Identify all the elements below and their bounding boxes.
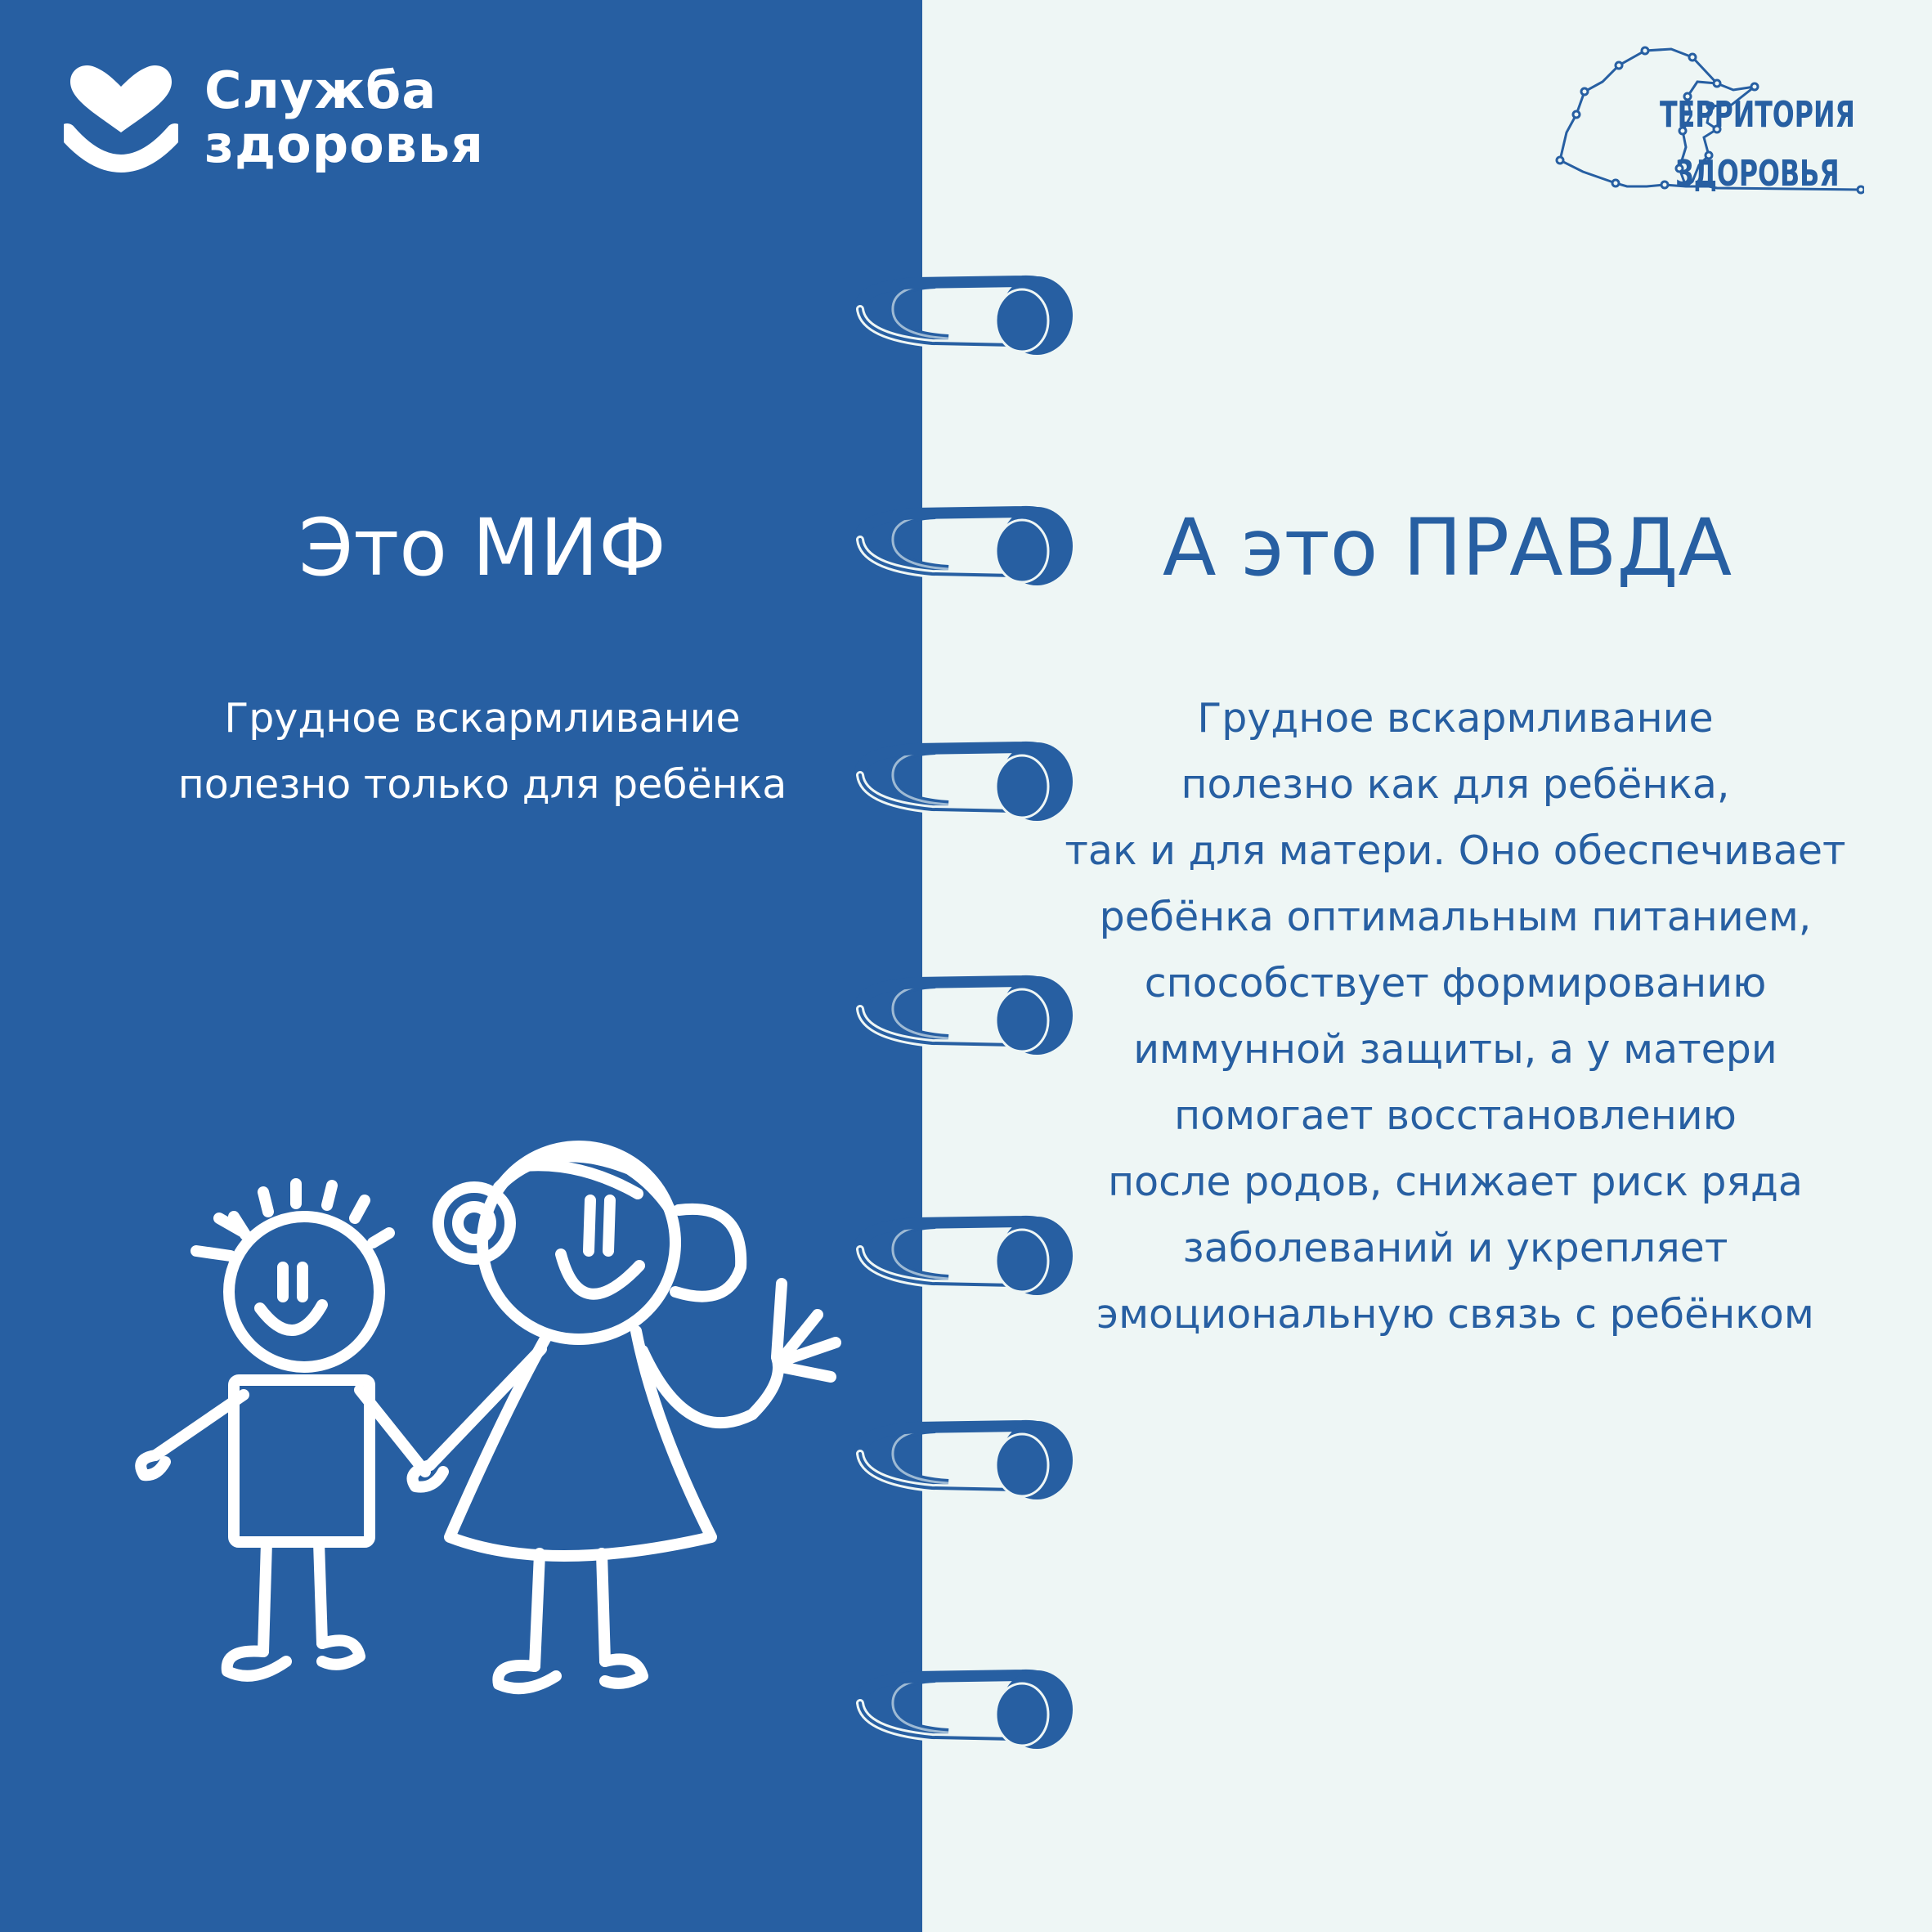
brand-right-line1: ТЕРРИТОРИЯ: [1660, 94, 1855, 136]
myth-statement: [49, 685, 916, 818]
brand-left-line2: здоровья: [204, 114, 484, 174]
territoriya-zdorovya-logo: [1472, 41, 1864, 204]
myth-heading: Это МИФ: [298, 502, 666, 594]
brand-left-line1: Служба: [204, 61, 437, 120]
truth-line: ребёнка оптимальным питанием,: [1099, 894, 1812, 940]
brand-right-line2: ЗДОРОВЬЯ: [1675, 153, 1840, 195]
myth-line: полезно только для ребёнка: [177, 761, 787, 808]
myth-line: Грудное вскармливание: [224, 695, 741, 742]
truth-line: Грудное вскармливание: [1197, 695, 1714, 742]
truth-line: так и для матери. Оно обеспечивает: [1065, 827, 1846, 874]
truth-line: способствует формированию: [1144, 960, 1767, 1006]
truth-line: полезно как для ребёнка,: [1181, 761, 1730, 808]
sluzhba-zdorovya-logo: [64, 61, 522, 178]
truth-statement: [981, 685, 1930, 1347]
truth-line: иммунной защиты, а у матери: [1133, 1026, 1777, 1073]
children-drawing-icon: [123, 1112, 858, 1733]
truth-line: помогает восстановлению: [1174, 1092, 1737, 1139]
truth-line: заболеваний и укрепляет: [1182, 1225, 1728, 1271]
heart-smile-icon: [64, 64, 178, 178]
truth-heading: А это ПРАВДА: [1162, 502, 1733, 594]
truth-line: после родов, снижает риск ряда: [1108, 1159, 1803, 1205]
truth-line: эмоциональную связь с ребёнком: [1096, 1291, 1814, 1338]
